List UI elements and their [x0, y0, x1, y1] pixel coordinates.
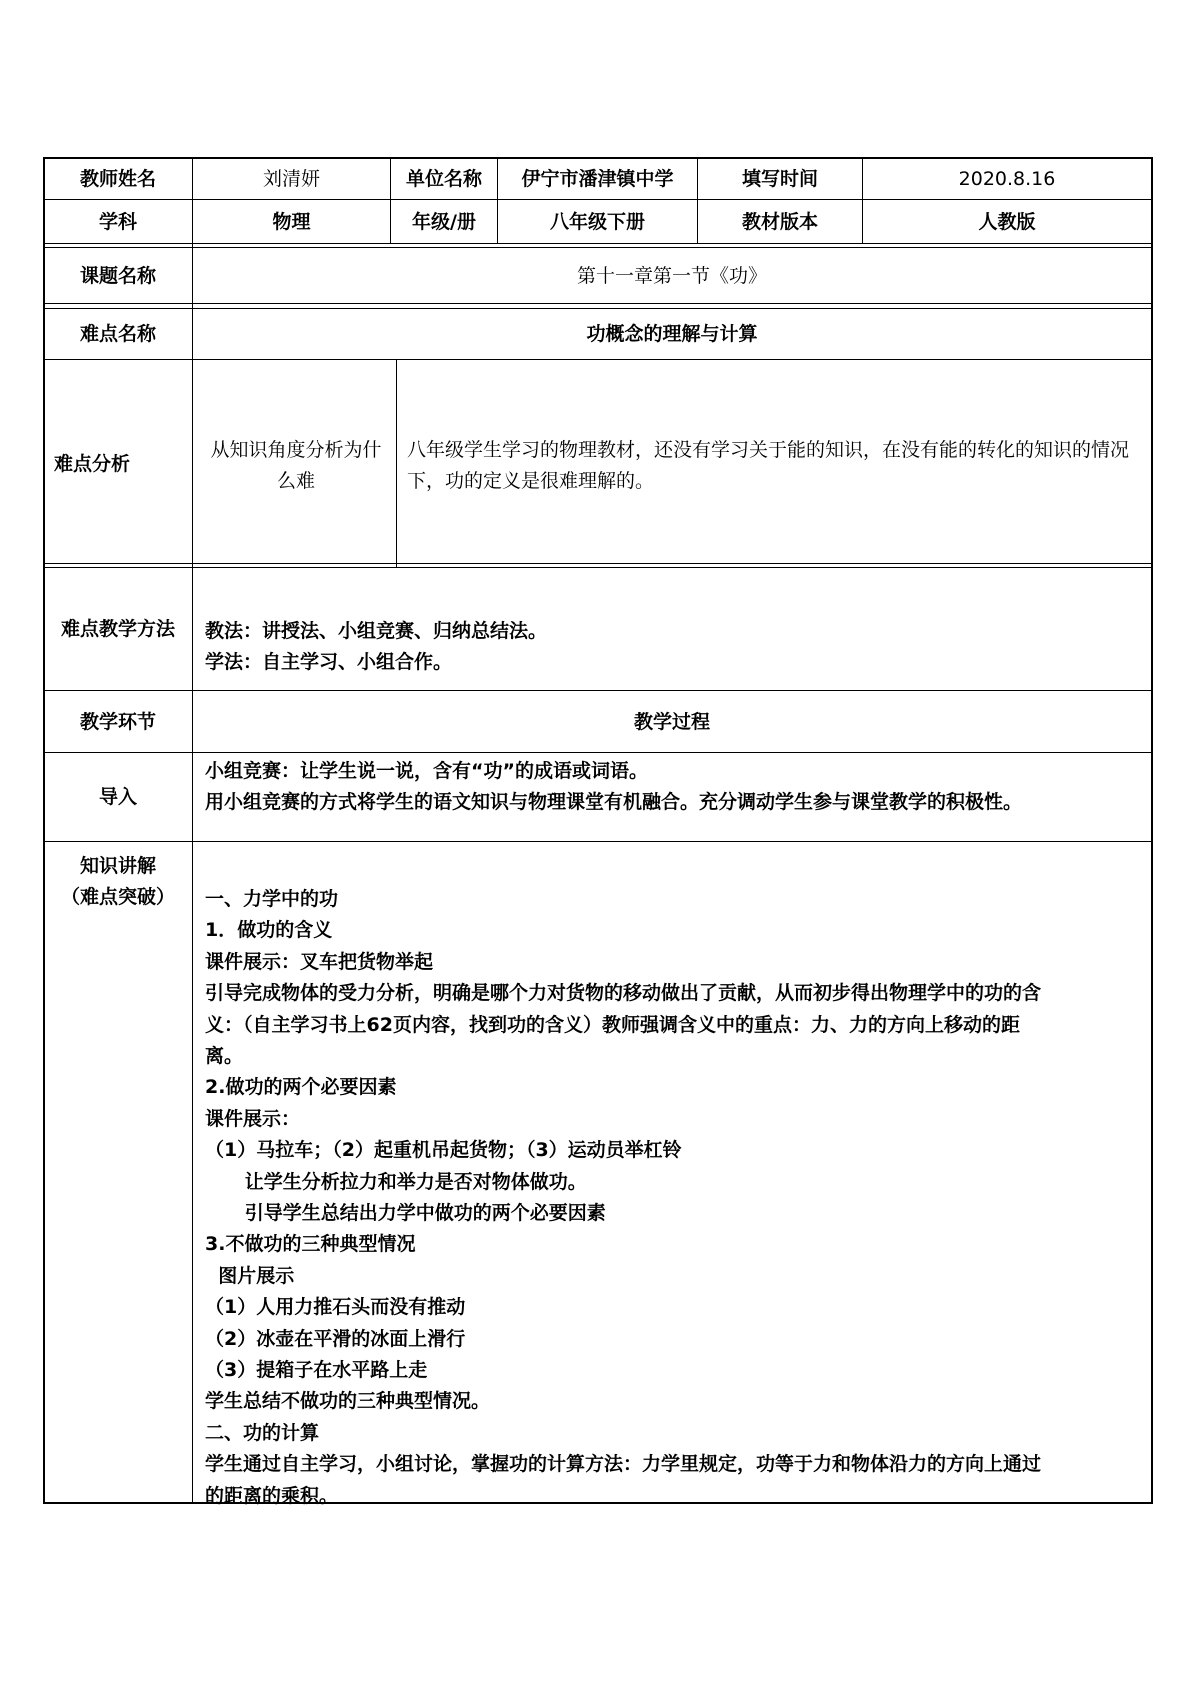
unit-name-label: 单位名称: [405, 167, 482, 190]
difficulty-value: 功概念的理解与计算: [586, 323, 758, 345]
knowledge-line: 学生总结不做功的三种典型情况。: [205, 1390, 491, 1413]
method-teaching: 教法：讲授法、小组竞赛、归纳总结法。: [205, 620, 548, 642]
teacher-name-label: 教师姓名: [79, 167, 156, 190]
teacher-name-value: 刘清妍: [262, 167, 320, 190]
knowledge-line: 学生通过自主学习，小组讨论，掌握功的计算方法：力学里规定，功等于力和物体沿力的方向上通过: [205, 1453, 1042, 1476]
knowledge-line: 3.不做功的三种典型情况: [205, 1233, 416, 1256]
knowledge-line: 离。: [205, 1045, 244, 1067]
topic-value: 第十一章第一节《功》: [576, 264, 767, 287]
method-learning: 学法：自主学习、小组合作。: [205, 651, 453, 673]
knowledge-line: 1．做功的含义: [205, 919, 333, 942]
grade-label: 年级/册: [412, 210, 476, 233]
difficulty-label: 难点名称: [79, 323, 156, 345]
knowledge-line: 让学生分析拉力和举力是否对物体做功。: [205, 1170, 587, 1193]
row-divider: [43, 303, 1153, 304]
knowledge-label: [44, 851, 192, 913]
knowledge-line: 课件展示：: [205, 1107, 301, 1130]
row-divider: [43, 752, 1153, 753]
analysis-text: 八年级学生学习的物理教材，还没有学习关于能的知识，在没有能的转化的知识的情况下，功的定义是很难理解的。: [407, 439, 1130, 492]
knowledge-label-line: 知识讲解: [79, 855, 156, 877]
column-divider: [192, 157, 193, 1504]
process-label: 教学环节: [79, 710, 156, 733]
row-divider: [43, 841, 1153, 842]
analysis-sub-label: 从知识角度分析为什么难: [210, 439, 382, 492]
edition-label: 教材版本: [741, 210, 818, 233]
process-value: 教学过程: [633, 710, 710, 733]
knowledge-line: （1）人用力推石头而没有推动: [205, 1296, 466, 1319]
knowledge-line: 课件展示：叉车把货物举起: [205, 950, 434, 973]
method-label: 难点教学方法: [60, 618, 175, 640]
knowledge-line: 义：（自主学习书上62页内容，找到功的含义）教师强调含义中的重点：力、力的方向上移动的距: [205, 1013, 1020, 1036]
row-divider: [43, 563, 1153, 564]
knowledge-line: （3）提箱子在水平路上走: [205, 1359, 428, 1381]
intro-line: 小组竞赛：让学生说一说，含有“功”的成语或词语。: [205, 760, 648, 782]
fill-date-label: 填写时间: [741, 167, 818, 190]
intro-label: 导入: [98, 786, 137, 808]
row-divider: [43, 359, 1153, 360]
knowledge-line: 一、力学中的功: [205, 888, 339, 910]
knowledge-line: 2.做功的两个必要因素: [205, 1076, 397, 1099]
intro-line: 用小组竞赛的方式将学生的语文知识与物理课堂有机融合。充分调动学生参与课堂教学的积极性。: [205, 791, 1023, 813]
row-divider: [43, 243, 1153, 244]
subject-label: 学科: [98, 210, 137, 233]
knowledge-line: 图片展示: [205, 1264, 295, 1287]
edition-value: 人教版: [978, 210, 1036, 233]
row-divider: [43, 567, 1153, 568]
fill-date-value: 2020.8.16: [958, 167, 1056, 190]
knowledge-line: （2）冰壶在平滑的冰面上滑行: [205, 1327, 466, 1350]
knowledge-line: 二、功的计算: [205, 1421, 320, 1444]
unit-name-value: 伊宁市潘津镇中学: [521, 167, 674, 190]
subject-value: 物理: [272, 210, 311, 233]
knowledge-line: （1）马拉车；（2）起重机吊起货物；（3）运动员举杠铃: [205, 1139, 682, 1162]
grade-value: 八年级下册: [549, 210, 645, 233]
column-divider: [396, 359, 397, 567]
knowledge-label-line: （难点突破）: [60, 886, 175, 908]
knowledge-line: 的距离的乘积。: [205, 1484, 339, 1507]
analysis-label: 难点分析: [54, 452, 131, 475]
topic-label: 课题名称: [79, 264, 156, 287]
knowledge-line: 引导学生总结出力学中做功的两个必要因素: [205, 1202, 606, 1224]
knowledge-line: 引导完成物体的受力分析，明确是哪个力对货物的移动做出了贡献，从而初步得出物理学中的功的含: [205, 982, 1042, 1005]
